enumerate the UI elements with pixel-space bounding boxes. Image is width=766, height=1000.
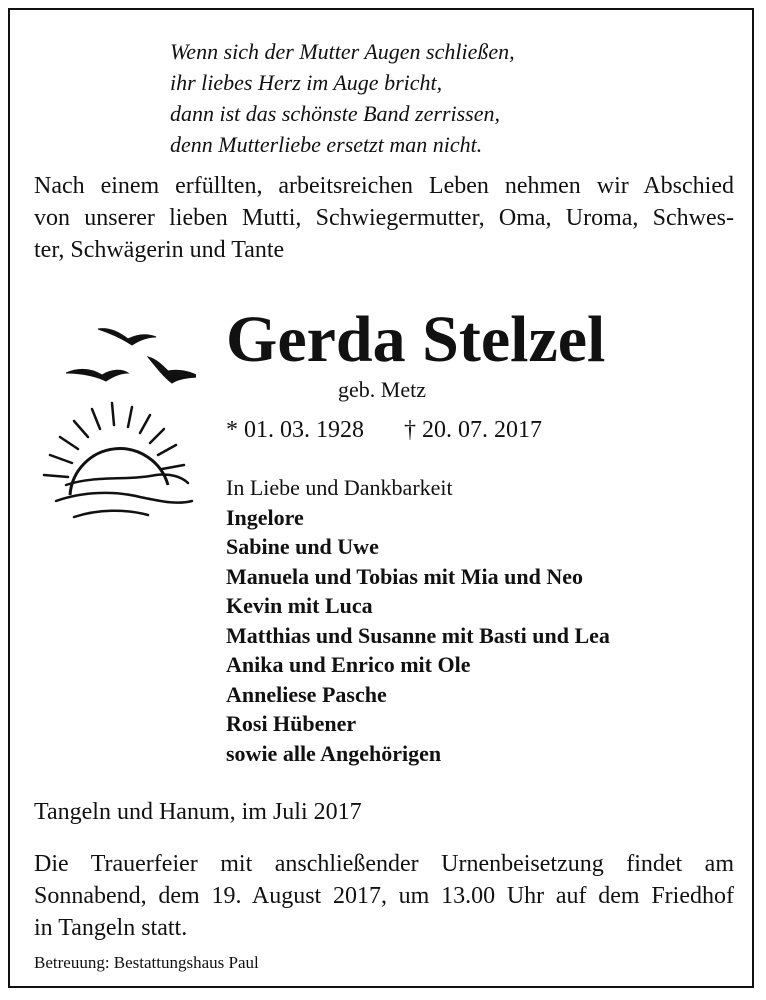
mourner: sowie alle Angehörigen	[226, 740, 442, 766]
mourner: Sabine und Uwe	[226, 534, 379, 559]
intro-line: ter, Schwägerin und Tante	[34, 237, 285, 263]
intro-text	[34, 170, 734, 266]
poem-line: ihr liebes Herz im Auge bricht,	[170, 70, 443, 95]
mourners-lead: In Liebe und Dankbarkeit	[226, 475, 453, 500]
intro-line: Nach einem erfüllten, arbeitsreichen Leben nehmen wir Abschied	[34, 173, 734, 199]
mourner: Anika und Enrico mit Ole	[226, 652, 471, 677]
undertaker: Betreuung: Bestattungshaus Paul	[34, 953, 259, 972]
place-date: Tangeln und Hanum, im Juli 2017	[34, 799, 362, 825]
poem	[170, 36, 730, 160]
obituary-notice	[8, 8, 754, 988]
poem-line: dann ist das schönste Band zerrissen,	[170, 101, 500, 126]
birth-name: geb. Metz	[338, 377, 426, 402]
mourners-list	[226, 473, 610, 768]
mourner: Manuela und Tobias mit Mia und Neo	[226, 563, 583, 589]
service-line: in Tangeln statt.	[34, 915, 188, 941]
mourner: Kevin mit Luca	[226, 593, 373, 618]
mourner: Ingelore	[226, 504, 304, 530]
service-line: Sonnabend, dem 19. August 2017, um 13.00 Uhr auf dem Friedhof	[34, 883, 734, 909]
deceased-name: Gerda Stelzel	[226, 303, 606, 376]
mourner: Matthias und Susanne mit Basti und Lea	[226, 622, 610, 648]
death-date: † 20. 07. 2017	[404, 417, 542, 443]
poem-line: denn Mutterliebe ersetzt man nicht.	[170, 132, 483, 157]
intro-line: von unserer lieben Mutti, Schwiegermutter, Oma, Uroma, Schwes-	[34, 205, 734, 231]
birds-sunset-icon	[36, 325, 196, 525]
birth-date: * 01. 03. 1928	[226, 417, 364, 443]
mourner: Anneliese Pasche	[226, 681, 387, 707]
service-info	[34, 848, 734, 944]
poem-line: Wenn sich der Mutter Augen schließen,	[170, 39, 515, 64]
life-dates	[226, 415, 542, 445]
mourner: Rosi Hübener	[226, 711, 357, 736]
service-line: Die Trauerfeier mit anschließender Urnenbeisetzung findet am	[34, 851, 734, 877]
